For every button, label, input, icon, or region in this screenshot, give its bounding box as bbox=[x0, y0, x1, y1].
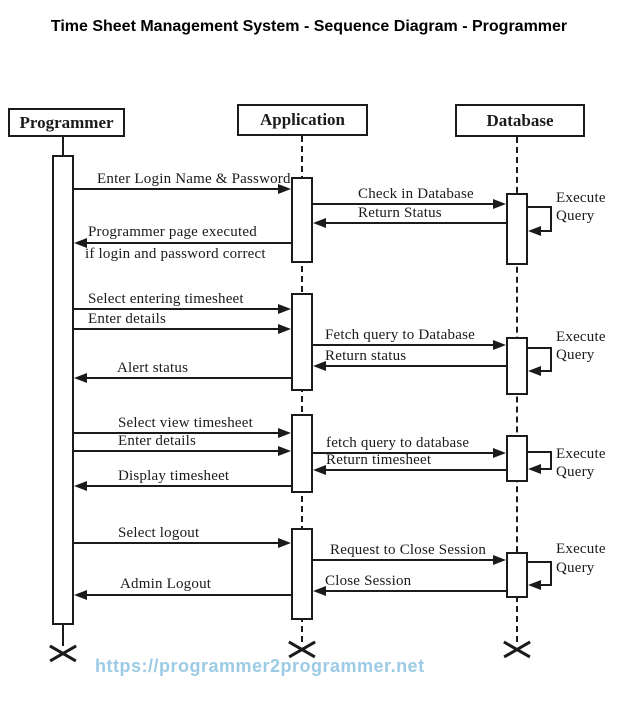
message-label: Enter Login Name & Password bbox=[97, 171, 291, 187]
self-message-side bbox=[550, 347, 552, 372]
self-message-label: Query bbox=[556, 347, 595, 363]
message-label: Close Session bbox=[325, 573, 412, 589]
message-label: Display timesheet bbox=[118, 468, 230, 484]
message-arrow bbox=[313, 344, 495, 346]
activation-bar bbox=[291, 293, 313, 391]
arrowhead-icon bbox=[528, 464, 541, 474]
activation-bar bbox=[506, 337, 528, 395]
self-message-label: Execute bbox=[556, 541, 606, 557]
activation-bar bbox=[291, 177, 313, 263]
message-label: Alert status bbox=[117, 360, 189, 376]
arrowhead-icon bbox=[313, 465, 326, 475]
arrowhead-icon bbox=[278, 324, 291, 334]
message-label: Return timesheet bbox=[326, 452, 432, 468]
arrowhead-icon bbox=[493, 448, 506, 458]
message-arrow bbox=[85, 485, 291, 487]
arrowhead-icon bbox=[528, 580, 541, 590]
message-label: Programmer page executed bbox=[88, 224, 257, 240]
message-arrow bbox=[85, 242, 291, 244]
message-arrow bbox=[74, 328, 280, 330]
activation-bar bbox=[506, 552, 528, 598]
arrowhead-icon bbox=[74, 590, 87, 600]
self-message-out bbox=[528, 206, 552, 208]
message-label: Select entering timesheet bbox=[88, 291, 244, 307]
message-arrow bbox=[313, 559, 495, 561]
self-message-label: Execute bbox=[556, 190, 606, 206]
message-arrow bbox=[74, 308, 280, 310]
actor-label: Application bbox=[259, 110, 346, 129]
message-label: Admin Logout bbox=[120, 576, 212, 592]
actor-box-programmer bbox=[8, 108, 125, 137]
self-message-out bbox=[528, 347, 552, 349]
arrowhead-icon bbox=[493, 555, 506, 565]
message-arrow bbox=[74, 542, 280, 544]
arrowhead-icon bbox=[528, 226, 541, 236]
self-message-side bbox=[550, 561, 552, 586]
message-arrow bbox=[324, 365, 506, 367]
self-message-out bbox=[528, 451, 552, 453]
activation-bar bbox=[506, 435, 528, 482]
message-label: Return Status bbox=[358, 205, 442, 221]
self-message-label: Execute bbox=[556, 446, 606, 462]
activation-bar bbox=[291, 528, 313, 620]
self-message-side bbox=[550, 206, 552, 232]
actor-label: Programmer bbox=[19, 112, 114, 132]
message-arrow bbox=[324, 222, 506, 224]
self-message-return bbox=[540, 230, 552, 232]
self-message-label: Query bbox=[556, 464, 595, 480]
watermark-link: https://programmer2programmer.net bbox=[95, 656, 425, 676]
arrowhead-icon bbox=[278, 538, 291, 548]
activation-bar bbox=[506, 193, 528, 265]
message-arrow bbox=[324, 590, 506, 592]
actor-box-application bbox=[237, 104, 368, 136]
message-label: Enter details bbox=[88, 311, 166, 327]
message-label: Request to Close Session bbox=[330, 542, 487, 558]
message-label: if login and password correct bbox=[85, 246, 266, 262]
arrowhead-icon bbox=[74, 373, 87, 383]
message-arrow bbox=[85, 594, 291, 596]
page-title: Time Sheet Management System - Sequence Diagram - Programmer bbox=[50, 18, 568, 35]
message-label: Fetch query to Database bbox=[325, 327, 475, 343]
arrowhead-icon bbox=[313, 218, 326, 228]
self-message-label: Execute bbox=[556, 329, 606, 345]
message-arrow bbox=[74, 188, 280, 190]
arrowhead-icon bbox=[74, 481, 87, 491]
message-label: Select logout bbox=[118, 525, 200, 541]
self-message-return bbox=[540, 584, 552, 586]
message-label: Return status bbox=[325, 348, 407, 364]
self-message-label: Query bbox=[556, 560, 595, 576]
message-label: Select view timesheet bbox=[118, 415, 253, 431]
self-message-out bbox=[528, 561, 552, 563]
actor-label: Database bbox=[486, 110, 554, 130]
self-message-return bbox=[540, 370, 552, 372]
arrowhead-icon bbox=[278, 304, 291, 314]
self-message-label: Query bbox=[556, 208, 595, 224]
message-label: fetch query to database bbox=[326, 435, 470, 451]
message-label: Check in Database bbox=[358, 186, 474, 202]
message-arrow bbox=[85, 377, 291, 379]
arrowhead-icon bbox=[493, 340, 506, 350]
message-arrow bbox=[74, 450, 280, 452]
message-label: Enter details bbox=[118, 433, 196, 449]
arrowhead-icon bbox=[278, 446, 291, 456]
actor-box-database bbox=[455, 104, 585, 137]
arrowhead-icon bbox=[493, 199, 506, 209]
self-message-return bbox=[540, 468, 552, 470]
arrowhead-icon bbox=[528, 366, 541, 376]
arrowhead-icon bbox=[278, 428, 291, 438]
activation-bar bbox=[291, 414, 313, 493]
message-arrow bbox=[324, 469, 506, 471]
activation-bar bbox=[52, 155, 74, 625]
